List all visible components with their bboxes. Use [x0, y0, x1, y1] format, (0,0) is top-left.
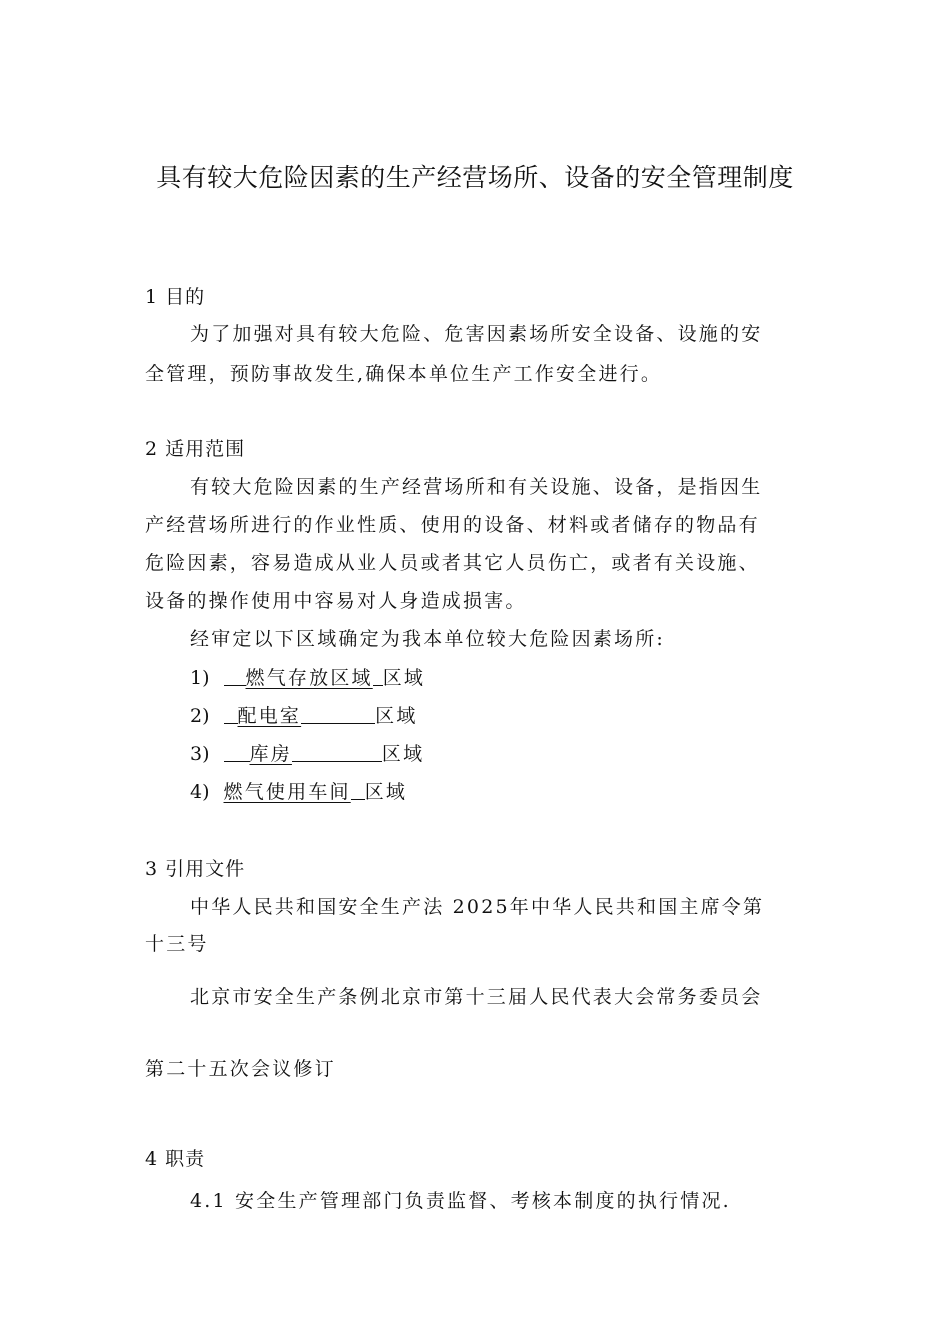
section-heading-purpose: 1 目的 — [145, 286, 206, 308]
underline-blank — [351, 779, 365, 800]
paragraph-line: 北京市安全生产条例北京市第十三届人民代表大会常务委员会 — [190, 986, 763, 1008]
paragraph-line: 产经营场所进行的作业性质、使用的设备、材料或者储存的物品有 — [145, 514, 760, 536]
underline-blank — [224, 741, 250, 762]
underline-blank — [224, 703, 238, 724]
section-heading-scope: 2 适用范围 — [145, 438, 246, 460]
paragraph-line: 全管理，预防事故发生,确保本单位生产工作安全进行。 — [145, 363, 663, 385]
section-heading-duties: 4 职责 — [145, 1148, 206, 1170]
list-item-number: 3) — [190, 743, 210, 765]
list-item-number: 1) — [190, 667, 210, 689]
paragraph-line: 中华人民共和国安全生产法 2025年中华人民共和国主席令第 — [190, 896, 765, 918]
list-item-name: 库房 — [249, 743, 292, 765]
paragraph-line: 十三号 — [145, 933, 209, 955]
list-item-name: 配电室 — [237, 705, 302, 727]
list-item — [190, 702, 418, 730]
section-heading-references: 3 引用文件 — [145, 858, 246, 880]
list-item-suffix: 区域 — [364, 781, 408, 803]
paragraph-line: 4.1 安全生产管理部门负责监督、考核本制度的执行情况. — [190, 1190, 731, 1212]
list-item-number: 2) — [190, 705, 210, 727]
underline-blank — [292, 741, 382, 762]
list-item-name: 燃气使用车间 — [223, 781, 351, 803]
list-item — [190, 778, 407, 806]
paragraph-line: 为了加强对具有较大危险、危害因素场所安全设备、设施的安 — [190, 323, 763, 345]
list-item-suffix: 区域 — [375, 705, 418, 727]
paragraph-line: 经审定以下区域确定为我本单位较大危险因素场所: — [190, 628, 666, 650]
underline-blank — [301, 703, 375, 724]
paragraph-line: 危险因素，容易造成从业人员或者其它人员伤亡，或者有关设施、 — [145, 552, 760, 574]
paragraph-line: 设备的操作使用中容易对人身造成损害。 — [145, 590, 527, 612]
list-item-name: 燃气存放区域 — [245, 667, 373, 689]
paragraph-line: 第二十五次会议修订 — [145, 1058, 336, 1080]
list-item-number: 4) — [190, 781, 210, 803]
list-item — [190, 664, 425, 692]
list-item — [190, 740, 424, 768]
list-item-suffix: 区域 — [381, 743, 425, 765]
list-item-suffix: 区域 — [382, 667, 426, 689]
underline-blank — [373, 665, 383, 686]
document-title: 具有较大危险因素的生产经营场所、设备的安全管理制度 — [156, 163, 794, 192]
paragraph-line: 有较大危险因素的生产经营场所和有关设施、设备，是指因生 — [190, 476, 763, 498]
underline-blank — [224, 665, 246, 686]
